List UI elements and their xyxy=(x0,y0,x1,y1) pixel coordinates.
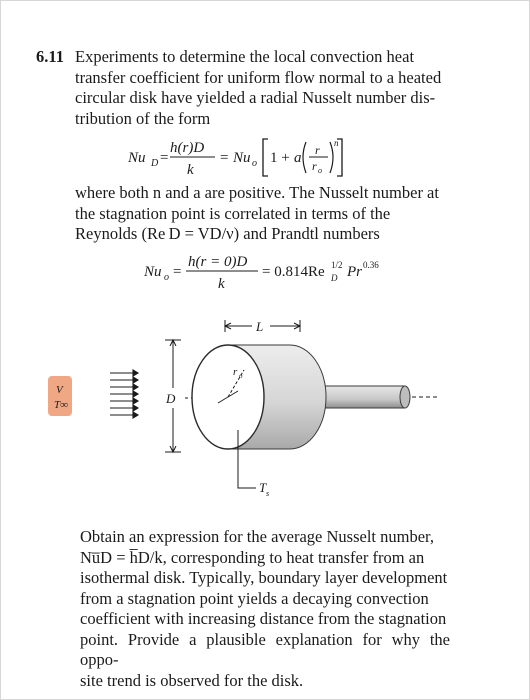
eq1-equals-2: = xyxy=(220,150,229,166)
eq1-lhs-sub: D xyxy=(151,158,159,169)
eq2-rhs-prefix: = 0.814Re xyxy=(262,264,325,280)
middle-line: the stagnation point is correlated in terms of the xyxy=(75,203,391,223)
eq1-r: r xyxy=(315,143,320,157)
eq2-re-sub: D xyxy=(331,273,338,283)
eq1-exponent-n: n xyxy=(334,138,339,148)
eq1-r0: r xyxy=(312,159,317,173)
eq1-one-plus: 1 + xyxy=(270,150,290,166)
question-line: Nu̅D = h̅D/k, corresponding to heat transfer from an xyxy=(80,547,425,567)
eq1-equals: = xyxy=(160,150,169,166)
question-line: isothermal disk. Typically, boundary layer development xyxy=(80,568,448,587)
diameter-label: D xyxy=(166,391,176,406)
eq2-equals: = xyxy=(173,264,182,280)
eq1-a: a xyxy=(294,150,302,166)
intro-line: tribution of the form xyxy=(75,108,211,128)
eq1-r0-sub: o xyxy=(318,166,322,175)
surface-temperature-sub: s xyxy=(266,489,270,498)
radius-label: r xyxy=(233,366,238,378)
eq1-nu: Nu xyxy=(233,150,251,166)
eq1-numerator: h(r)D xyxy=(170,140,205,156)
intro-line: Experiments to determine the local convection heat xyxy=(75,47,415,66)
eq2-lhs: Nu xyxy=(144,264,162,280)
middle-line: where both n and a are positive. The Nusselt number at xyxy=(75,183,439,202)
question-line: coefficient with increasing distance from the stagnation xyxy=(80,609,447,628)
eq1-nu-sub: o xyxy=(252,158,257,169)
question-line: from a stagnation point yields a decaying convection xyxy=(80,588,429,608)
eq2-pr-sup: 0.36 xyxy=(363,260,379,270)
middle-line: Reynolds (Re D = VD/ν) and Prandtl numbers xyxy=(75,224,380,243)
eq1-lhs: Nu xyxy=(128,150,146,166)
eq2-numerator: h(r = 0)D xyxy=(188,254,248,270)
question-line: site trend is observed for the disk. xyxy=(80,670,304,690)
surface-temperature-label: T xyxy=(259,480,267,495)
flow-temperature-label: T∞ xyxy=(54,399,68,411)
radius-label-sub: o xyxy=(239,372,243,380)
problem-question xyxy=(80,527,450,691)
eq2-lhs-sub: o xyxy=(164,272,169,283)
question-line: Obtain an expression for the average Nusselt number, xyxy=(80,527,434,546)
problem-number: 6.11 xyxy=(36,47,64,66)
eq1-denominator: k xyxy=(187,162,194,178)
intro-line: circular disk have yielded a radial Nusselt number dis- xyxy=(75,88,436,107)
intro-line: transfer coefficient for uniform flow normal to a heated xyxy=(75,67,442,87)
flow-arrows-icon xyxy=(110,370,138,418)
length-label: L xyxy=(256,319,264,334)
eq2-re-sup: 1/2 xyxy=(331,260,343,270)
eq2-pr: Pr xyxy=(347,264,362,280)
question-line: point. Provide a plausible explanation for why the oppo- xyxy=(80,629,450,669)
flow-velocity-label: V xyxy=(56,384,63,396)
eq2-denominator: k xyxy=(218,276,225,292)
